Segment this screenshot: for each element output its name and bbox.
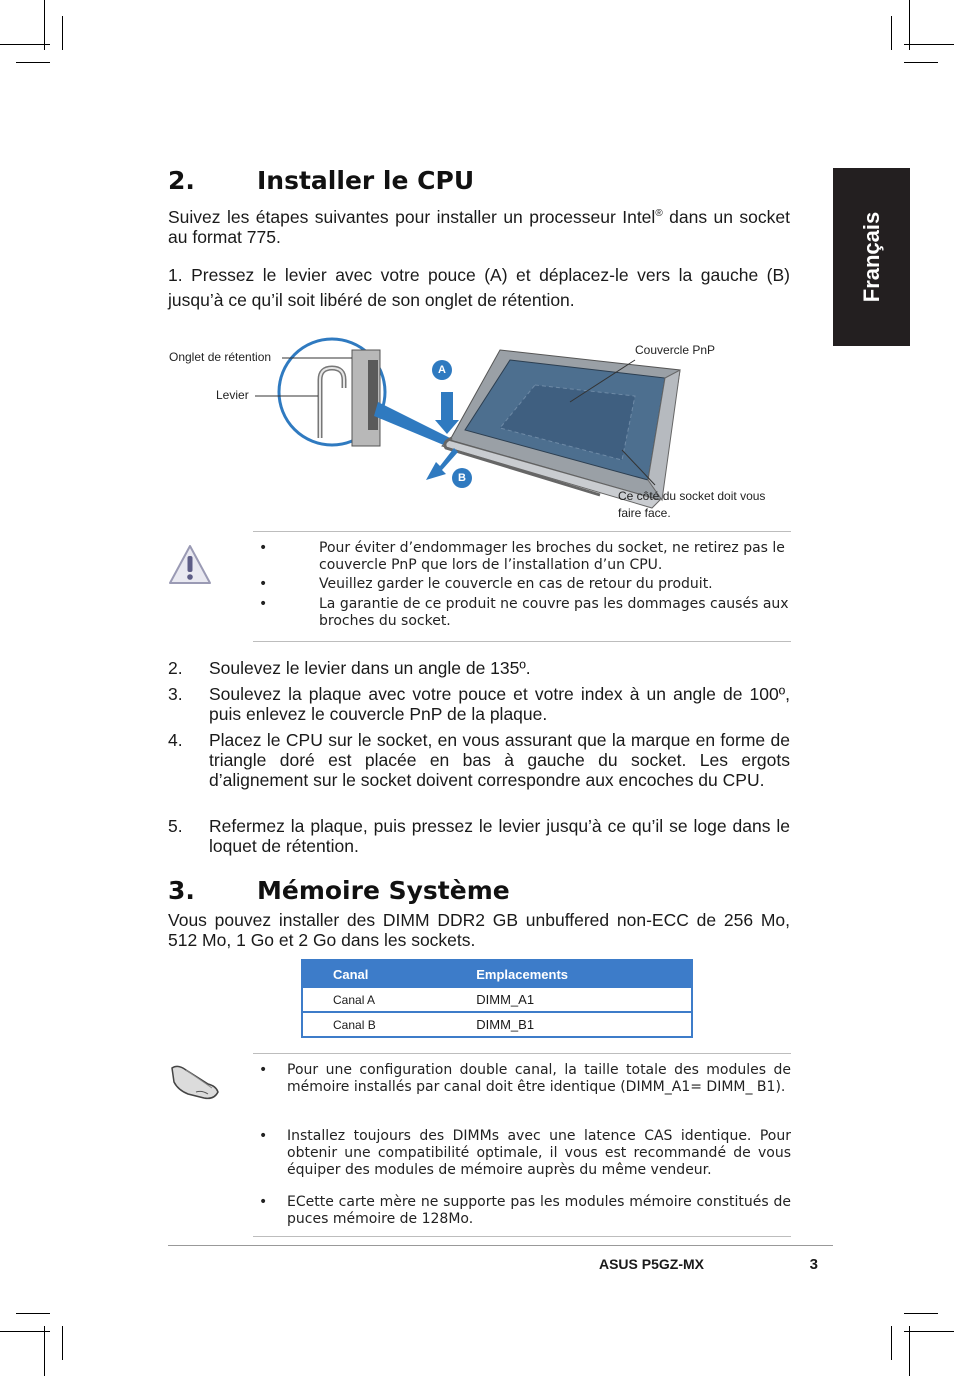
memory-table	[303, 961, 691, 1036]
bullet: •	[259, 1128, 268, 1144]
warning-note-text: Pour éviter d’endommager les broches du socket, ne retirez pas le couvercle PnP que lors de l’installation d’un CPU.	[319, 540, 785, 573]
hand-pointer-icon	[168, 1062, 224, 1102]
warning-notes-list	[253, 540, 791, 632]
table-cell: DIMM_B1	[476, 1017, 535, 1032]
hand-note-text: Pour une configuration double canal, la taille totale des modules de mémoire installés par canal doit être identique (DIMM_A1= DIMM_ B1).	[287, 1062, 791, 1095]
marker-b: B	[452, 468, 472, 488]
step-text: Soulevez la plaque avec votre pouce et votre index à un angle de 100º, puis enlevez le couvercle PnP de la plaque.	[209, 684, 790, 724]
header-emplacements: Emplacements	[454, 961, 691, 988]
step-item	[168, 658, 790, 680]
footer-rule	[168, 1245, 833, 1246]
step-number: 2.	[168, 658, 183, 678]
hand-note-text: Installez toujours des DIMMs avec une latence CAS identique. Pour obtenir une compatibilité optimale, il vous est recommandé de vous équiper des modules de mémoire auprès du même vendeur.	[287, 1128, 791, 1178]
section-2-heading	[168, 166, 808, 198]
install-steps	[168, 658, 790, 858]
bullet: •	[259, 1194, 268, 1210]
header-canal: Canal	[303, 961, 454, 988]
bullet: •	[259, 1062, 268, 1078]
warning-note	[253, 596, 791, 632]
warning-note	[253, 540, 791, 576]
warning-bottom-rule	[253, 641, 791, 642]
section-2-number: 2.	[168, 166, 195, 195]
table-header-row	[303, 961, 691, 988]
warning-note-text: La garantie de ce produit ne couvre pas les dommages causés aux broches du socket.	[319, 596, 789, 629]
footer-product: ASUS P5GZ-MX	[598, 1256, 704, 1272]
step-text: Soulevez le levier dans un angle de 135º.	[209, 658, 531, 678]
table-row	[303, 1012, 691, 1036]
language-tab	[833, 168, 910, 346]
notes-top-rule	[253, 1053, 791, 1054]
warning-icon	[168, 543, 212, 587]
table-cell: Canal B	[333, 1017, 376, 1032]
table-cell: Canal A	[303, 988, 454, 1012]
bullet: •	[259, 596, 268, 612]
section-3-number: 3.	[168, 876, 195, 905]
section-3-heading	[168, 876, 808, 908]
step-number: 3.	[168, 684, 183, 704]
page-number: 3	[809, 1256, 818, 1273]
table-row	[303, 988, 691, 1012]
warning-note-text: Veuillez garder le couvercle en cas de retour du produit.	[319, 576, 713, 592]
notes-bottom-rule	[253, 1236, 791, 1237]
step-text: Refermez la plaque, puis pressez le levier jusqu’à ce qu’il se loge dans le loquet de rétention.	[209, 816, 790, 856]
hand-note-text: ECette carte mère ne supporte pas les modules mémoire constitués de puces mémoire de 128Mo.	[287, 1194, 791, 1227]
intro-text-part2: dans un socket au format 775.	[168, 206, 790, 247]
bullet: •	[259, 576, 268, 592]
label-onglet-retention: Onglet de rétention	[169, 350, 272, 364]
language-tab-label: Français	[858, 211, 884, 303]
table-cell: DIMM_A1	[454, 988, 691, 1012]
memory-table-box	[301, 959, 693, 1038]
section-2-intro	[168, 204, 790, 247]
section-2-title: Installer le CPU	[257, 166, 475, 195]
label-couvercle-pnp: Couvercle PnP	[635, 343, 716, 357]
label-levier: Levier	[216, 388, 249, 402]
marker-a: A	[432, 360, 452, 380]
step-number: 4.	[168, 730, 183, 750]
step-1-text: 1. Pressez le levier avec votre pouce (A) et déplacez-le vers la gauche (B) jusqu’à ce qu’il soit libéré de son onglet de rétention.	[168, 265, 790, 310]
step-number: 5.	[168, 816, 183, 836]
label-cote-socket: Ce côté du socket doit vous faire face.	[618, 489, 766, 520]
bullet: •	[259, 540, 268, 556]
section-3-title: Mémoire Système	[257, 876, 510, 905]
cpu-socket-figure	[160, 330, 800, 525]
section-3-intro: Vous pouvez installer des DIMM DDR2 GB unbuffered non-ECC de 256 Mo, 512 Mo, 1 Go et 2 Go dans les sockets.	[168, 910, 790, 950]
step-item	[168, 684, 790, 724]
warning-top-rule	[253, 531, 791, 532]
step-text: Placez le CPU sur le socket, en vous assurant que la marque en forme de triangle doré est placée en bas à gauche du socket. Les ergots d’alignement sur le socket doivent correspondre aux encoches du CPU.	[209, 730, 790, 790]
registered-mark: ®	[655, 208, 663, 219]
hand-note	[253, 1194, 791, 1230]
hand-note	[253, 1062, 791, 1128]
hand-note	[253, 1128, 791, 1194]
step-item	[168, 730, 790, 810]
hand-notes-list	[253, 1062, 791, 1230]
intro-text-part1: Suivez les étapes suivantes pour installer un processeur Intel	[168, 206, 656, 227]
warning-note	[253, 576, 791, 596]
step-item	[168, 816, 790, 856]
